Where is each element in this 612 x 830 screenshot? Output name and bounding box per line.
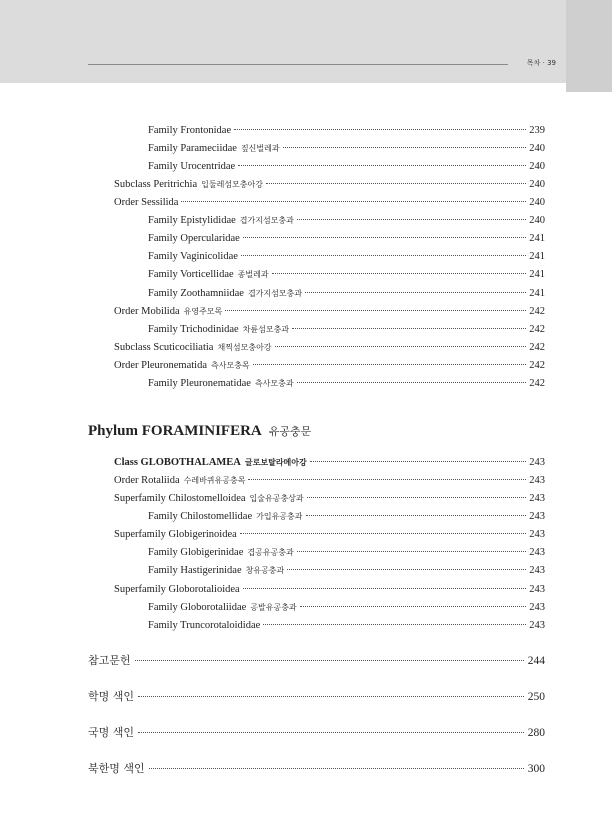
entry-page: 241 [529, 269, 545, 280]
entry-page: 243 [529, 565, 545, 576]
appendix-page: 244 [527, 655, 545, 667]
entry-page: 242 [529, 306, 545, 317]
entry-label: Family Vorticellidae [148, 269, 234, 280]
leader-dots [300, 606, 527, 607]
entry-label: Family Globigerinidae [148, 547, 244, 558]
toc-entry[interactable] [148, 323, 545, 337]
toc-entry[interactable] [148, 564, 545, 578]
toc-entry[interactable] [148, 124, 545, 138]
entry-label: Family Globorotaliidae [148, 602, 247, 613]
entry-korean-name: 수레바퀴유공충목 [183, 476, 246, 485]
entry-label: Family Frontonidae [148, 125, 232, 136]
appendix-entry[interactable] [88, 689, 545, 705]
toc-entry[interactable] [148, 287, 545, 301]
leader-dots [272, 273, 527, 274]
entry-label: Order Pleuronematida [114, 360, 208, 371]
leader-dots [135, 660, 524, 661]
entry-korean-name: 채찍섬모충아강 [217, 343, 272, 352]
leader-dots [253, 364, 527, 365]
entry-label: Family Trichodinidae [148, 324, 239, 335]
toc-entry[interactable] [114, 196, 545, 210]
toc-entry[interactable] [114, 583, 545, 597]
entry-korean-name: 유영주모목 [183, 307, 223, 316]
entry-label: Family Truncorotaloididae [148, 620, 261, 631]
toc-entry[interactable] [148, 619, 545, 633]
appendix-label: 북한명 색인 [88, 762, 145, 775]
toc-entry[interactable] [114, 456, 545, 470]
leader-dots [225, 310, 526, 311]
leader-dots [266, 183, 526, 184]
entry-page: 242 [529, 360, 545, 371]
appendix-label: 학명 색인 [88, 690, 135, 703]
leader-dots [297, 551, 527, 552]
entry-page: 240 [529, 197, 545, 208]
entry-page: 242 [529, 324, 545, 335]
leader-dots [248, 479, 526, 480]
appendix-page: 300 [527, 763, 545, 775]
leader-dots [243, 237, 526, 238]
toc-entry[interactable] [148, 160, 545, 174]
entry-label: Superfamily Globorotalioidea [114, 584, 240, 595]
leader-dots [283, 147, 527, 148]
entry-page: 242 [529, 342, 545, 353]
entry-korean-name: 글로보탈라메아강 [244, 458, 307, 467]
entry-page: 241 [529, 233, 545, 244]
entry-label: Family Epistylididae [148, 215, 236, 226]
phylum-heading [88, 423, 311, 440]
entry-page: 241 [529, 251, 545, 262]
toc-entry[interactable] [114, 528, 545, 542]
entry-korean-name: 종벌레과 [237, 270, 269, 279]
entry-page: 240 [529, 215, 545, 226]
appendix-entry[interactable] [88, 761, 545, 777]
entry-page: 240 [529, 143, 545, 154]
toc-entry[interactable] [114, 178, 545, 192]
header-band [0, 0, 566, 83]
entry-page: 243 [529, 493, 545, 504]
entry-page: 243 [529, 620, 545, 631]
toc-entry[interactable] [148, 268, 545, 282]
entry-korean-name: 입술유공충상과 [249, 494, 304, 503]
entry-korean-name: 겹가지섬모충과 [247, 289, 303, 298]
entry-page: 243 [529, 602, 545, 613]
entry-korean-name: 공발유공충과 [250, 603, 297, 612]
leader-dots [234, 129, 526, 130]
leader-dots [263, 624, 526, 625]
toc-entry[interactable] [148, 546, 545, 560]
entry-label: Family Pleuronematidae [148, 378, 251, 389]
appendix-page: 250 [527, 691, 545, 703]
entry-label: Family Opercularidae [148, 233, 240, 244]
leader-dots [297, 219, 526, 220]
leader-dots [181, 201, 526, 202]
entry-label: Class GLOBOTHALAMEA [114, 457, 241, 468]
leader-dots [149, 768, 524, 769]
leader-dots [287, 569, 526, 570]
entry-page: 243 [529, 584, 545, 595]
entry-page: 240 [529, 161, 545, 172]
appendix-page: 280 [527, 727, 545, 739]
toc-entry[interactable] [148, 601, 545, 615]
entry-korean-name: 가입유공충과 [256, 512, 303, 521]
leader-dots [243, 588, 527, 589]
toc-entry[interactable] [148, 214, 545, 228]
toc-entry[interactable] [148, 377, 545, 391]
leader-dots [305, 292, 526, 293]
entry-label: Family Urocentridae [148, 161, 236, 172]
entry-korean-name: 측사모충과 [254, 379, 294, 388]
entry-page: 243 [529, 547, 545, 558]
toc-entry[interactable] [114, 305, 545, 319]
entry-korean-name: 차륜섬모충과 [242, 325, 290, 334]
leader-dots [138, 696, 524, 697]
leader-dots [138, 732, 524, 733]
leader-dots [306, 515, 527, 516]
entry-label: Order Rotaliida [114, 475, 180, 486]
entry-page: 243 [529, 529, 545, 540]
entry-label: Superfamily Globigerinoidea [114, 529, 237, 540]
entry-page: 240 [529, 179, 545, 190]
entry-label: Superfamily Chilostomelloidea [114, 493, 246, 504]
toc-entry[interactable] [114, 341, 545, 355]
entry-korean-name: 입둘레섬모충아강 [201, 180, 263, 189]
entry-label: Family Parameciidae [148, 143, 237, 154]
appendix-entry[interactable] [88, 725, 545, 741]
leader-dots [297, 382, 527, 383]
entry-label: Order Sessilida [114, 197, 179, 208]
toc-entry[interactable] [114, 474, 545, 488]
toc-entry[interactable] [148, 142, 545, 156]
entry-page: 243 [529, 511, 545, 522]
leader-dots [292, 328, 526, 329]
entry-page: 239 [529, 125, 545, 136]
entry-label: Subclass Peritrichia [114, 179, 198, 190]
entry-page: 243 [529, 475, 545, 486]
header-tab [566, 0, 612, 92]
leader-dots [307, 497, 527, 498]
entry-korean-name: 측사모충목 [211, 361, 250, 370]
leader-dots [241, 255, 526, 256]
entry-page: 243 [529, 457, 545, 468]
appendix-entry[interactable] [88, 653, 545, 669]
leader-dots [240, 533, 526, 534]
entry-korean-name: 짚신벌레과 [240, 144, 280, 153]
phylum-title: Phylum FORAMINIFERA [88, 423, 261, 439]
appendix-label: 국명 색인 [88, 726, 135, 739]
entry-korean-name: 겹공유공충과 [247, 548, 294, 557]
toc-entry[interactable] [148, 250, 545, 264]
toc-entry[interactable] [148, 510, 545, 524]
running-header-page-label: 목차 · 39 [526, 59, 556, 67]
entry-label: Family Vaginicolidae [148, 251, 238, 262]
toc-entry[interactable] [148, 232, 545, 246]
header-rule [88, 64, 508, 65]
leader-dots [310, 461, 527, 462]
entry-korean-name: 겹가지섬모충과 [239, 216, 294, 225]
entry-label: Order Mobilida [114, 306, 180, 317]
entry-page: 242 [529, 378, 545, 389]
phylum-korean-name: 유공충문 [268, 425, 312, 438]
entry-label: Family Chilostomellidae [148, 511, 253, 522]
entry-label: Family Hastigerinidae [148, 565, 242, 576]
toc-entry[interactable] [114, 359, 545, 373]
entry-korean-name: 창유공충과 [245, 566, 285, 575]
entry-label: Family Zoothamniidae [148, 288, 244, 299]
leader-dots [238, 165, 526, 166]
leader-dots [275, 346, 527, 347]
toc-entry[interactable] [114, 492, 545, 506]
entry-page: 241 [529, 288, 545, 299]
appendix-label: 참고문헌 [88, 654, 131, 667]
entry-label: Subclass Scuticociliatia [114, 342, 214, 353]
